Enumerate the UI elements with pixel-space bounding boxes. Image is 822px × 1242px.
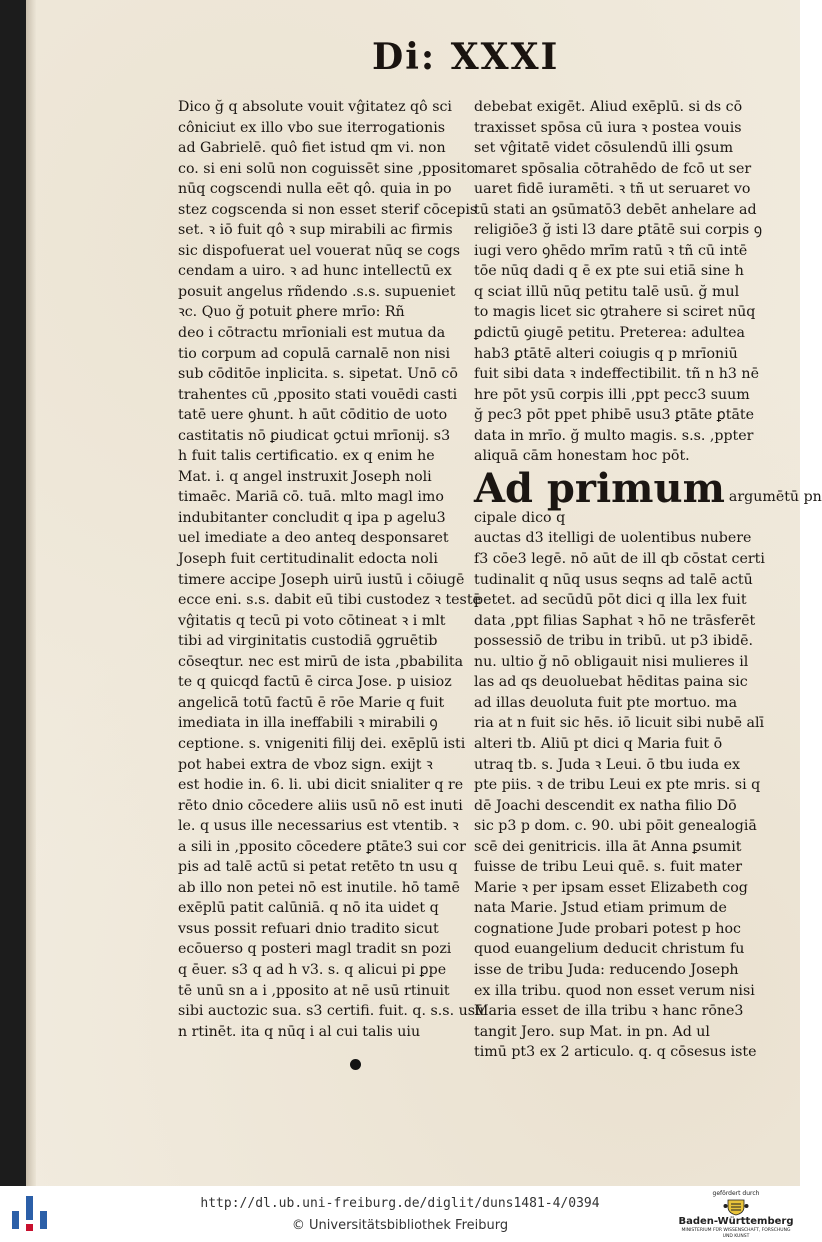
text-line: nata Marie. Jstud etiam primum de	[474, 900, 727, 917]
text-line: f3 cōe3 legē. nō aūt de ill qb cōstat certi	[474, 551, 765, 568]
text-line: ex illa tribu. quod non esset verum nisi	[474, 982, 755, 999]
text-line: to magis licet sic ꝯtrahere si sciret nūq	[474, 304, 756, 321]
text-line: alteri tb. Aliū pt dici q Maria fuit ō	[474, 735, 723, 752]
text-line: stez cogscenda si non esset sterif cōcepis	[178, 201, 478, 218]
text-line: hre pōt ysū corpis illi ,ppt pecc3 suum	[474, 386, 750, 403]
text-line: exēplū patit calūniā. q nō ita uidet q	[178, 900, 439, 917]
text-line: debebat exigēt. Aliud exēplū. si ds cō	[474, 99, 743, 115]
text-line: pis ad talē actū si petat retēto tn usu q	[178, 859, 458, 876]
text-line: ꝛc. Quo ğ potuit ꝑhere mrīo: Rñ	[178, 304, 405, 321]
section-initial-rest: argumētū pn	[728, 489, 822, 506]
text-line: quod euangelium deducit christum fu	[474, 941, 745, 958]
text-line: uaret fidē iuramēti. ꝛ tñ ut seruaret vo	[474, 181, 751, 198]
text-line: q ēuer. s3 q ad h v3. s. q alicui pi ꝑpe	[178, 961, 447, 978]
text-line: data in mrīo. ğ multo magis. s.s. ,ppter	[474, 427, 754, 444]
viewer-footer	[0, 1186, 800, 1242]
text-line: timere accipe Joseph uirū iustū i cōiugē	[178, 571, 465, 588]
text-line: tōe nūq dadi q ē ex pte sui etiā sine h	[474, 263, 744, 280]
text-line: nu. ultio ğ nō obligauit nisi mulieres il	[474, 653, 749, 670]
text-line: q sciat illū nūq petitu talē usū. ğ mul	[474, 283, 740, 300]
right-text-column	[474, 97, 822, 1063]
text-line: hab3 ꝑtātē alteri coiugis q p mrīoniū	[474, 345, 738, 362]
text-line: las ad qs deuoluebat hēditas paina sic	[474, 674, 748, 691]
text-line: petet. ad secūdū pōt dici q illa lex fuit	[474, 592, 747, 609]
text-line: fuit sibi data ꝛ indeffectibilit. tñ n h3 nē	[474, 366, 759, 383]
text-line: ab illo non petei nō est inutile. hō tamē	[178, 879, 460, 896]
text-line: est hodie in. 6. li. ubi dicit snialiter q re	[178, 777, 464, 794]
baden-wuerttemberg-crest-icon	[723, 1198, 749, 1216]
text-line: nūq cogscendi nulla eēt qô. quia in po	[178, 181, 452, 198]
text-line: ecce eni. s.s. dabit eū tibi custodez ꝛ testē	[178, 592, 481, 609]
text-line: posuit angelus rñdendo .s.s. supueniet	[178, 283, 456, 300]
text-line: dē Joachi descendit ex natha filio Dō	[474, 797, 737, 814]
text-line: sic dispofuerat uel vouerat nūq se cogs	[178, 242, 461, 259]
text-line: sub cōditōe inplicita. s. sipetat. Unō cō	[178, 366, 458, 383]
text-line: traxisset spōsa cū iura ꝛ postea vouis	[474, 119, 742, 136]
text-line: castitatis nō ꝑiudicat ꝯctui mrīonij. s3	[178, 427, 451, 444]
text-line: côniciut ex illo vbo sue iterrogationis	[178, 119, 446, 136]
text-line: fuisse de tribu Leui quē. s. fuit mater	[474, 859, 742, 876]
text-line: n rtinēt. ita q nūq i al cui talis uiu	[178, 1023, 421, 1040]
text-line: deo i cōtractu mrīoniali est mutua da	[178, 325, 446, 342]
text-line: utraq tb. s. Juda ꝛ Leui. ō tbu iuda ex	[474, 756, 741, 773]
text-line: cipale dico q	[474, 509, 566, 526]
text-line: tio corpum ad copulā carnalē non nisi	[178, 345, 451, 362]
page-url[interactable]: http://dl.ub.uni-freiburg.de/diglit/duns1481-4/0394	[200, 1196, 600, 1211]
text-line: uel imediate a deo anteq desponsaret	[178, 530, 449, 547]
ink-dot	[350, 1059, 361, 1070]
text-line: Marie ꝛ per ipsam esset Elizabeth cog	[474, 879, 748, 896]
text-line: pte piis. ꝛ de tribu Leui ex pte mris. si q	[474, 777, 761, 794]
page-heading: Di: XXXI	[372, 36, 560, 78]
text-line: Dico ğ q absolute vouit vĝitatez qô sci	[178, 99, 452, 115]
text-line: tudinalit q nūq usus seqns ad talē actū	[474, 571, 753, 588]
text-line: a sili in ,pposito cōcedere ꝑtāte3 sui cor	[178, 838, 466, 855]
text-line: ad Gabrielē. quô fiet istud qm vi. non	[178, 140, 446, 157]
text-line: indubitanter concludit q ipa p agelu3	[178, 509, 446, 526]
text-line: set vĝitatē videt cōsulendū illi ꝯsum	[474, 140, 734, 157]
text-line: le. q usus ille necessarius est vtentib. ꝛ	[178, 818, 459, 835]
page-edge	[26, 0, 36, 1186]
funding-ministry: MINISTERIUM FÜR WISSENSCHAFT, FORSCHUNG UND KUNST	[681, 1228, 791, 1239]
text-line: ria at n fuit sic hēs. iō licuit sibi nubē alī	[474, 715, 765, 732]
copyright-notice: © Universitätsbibliothek Freiburg	[291, 1218, 509, 1233]
text-line: tatē uere ꝯhunt. h aūt cōditio de uoto	[178, 407, 448, 424]
section-initial-line	[474, 464, 822, 512]
text-line: Mat. i. q angel instruxit Joseph noli	[178, 468, 432, 485]
section-initial: Ad primum	[474, 464, 725, 512]
text-line: tibi ad virginitatis custodiā ꝯgruētib	[178, 633, 438, 650]
text-line: Joseph fuit certitudinalit edocta noli	[178, 551, 438, 568]
left-text-column	[178, 97, 485, 1042]
text-line: aliquā cām honestam hoc pōt.	[474, 448, 690, 465]
text-line: sic p3 p dom. c. 90. ubi pōit genealogiā	[474, 818, 757, 835]
text-line: tē unū sn a i ,pposito at nē usū rtinuit	[178, 982, 450, 999]
text-line: sibi auctozic sua. s3 certifi. fuit. q. s.s. usū	[178, 1003, 485, 1020]
text-line: maret spōsalia cōtrahēdo de fcō ut ser	[474, 160, 752, 177]
text-line: cōseqtur. nec est mirū de ista ,pbabilita	[178, 653, 464, 670]
funding-label: gefördert durch	[712, 1190, 760, 1197]
text-line: tangit Jero. sup Mat. in pn. Ad ul	[474, 1023, 710, 1040]
text-line: scē dei genitricis. illa āt Anna ꝑsumit	[474, 838, 742, 855]
text-line: possessiō de tribu in tribū. ut p3 ibidē.	[474, 633, 754, 650]
text-line: set. ꝛ iō fuit qô ꝛ sup mirabili ac firmis	[178, 222, 453, 239]
funding-logo	[676, 1190, 796, 1240]
text-line: te q quicqd factū ē circa Jose. p uisioz	[178, 674, 452, 691]
text-line: ğ pec3 pōt ppet phibē usu3 ꝑtāte ꝑtāte	[474, 407, 755, 424]
text-line: cendam a uiro. ꝛ ad hunc intellectū ex	[178, 263, 452, 280]
text-line: iugi vero ꝯhēdo mrīm ratū ꝛ tñ cū intē	[474, 242, 748, 259]
text-line: vĝitatis q tecū pi voto cōtineat ꝛ i mlt	[178, 612, 446, 629]
text-line: timū pt3 ex 2 articulo. q. q cōsesus iste	[474, 1044, 757, 1061]
text-line: ceptione. s. vnigeniti filij dei. exēplū isti	[178, 735, 466, 752]
text-line: timaēc. Mariā cō. tuā. mlto magl imo	[178, 489, 444, 506]
text-line: h fuit talis certificatio. ex q enim he	[178, 448, 435, 465]
text-line: auctas d3 itelligi de uolentibus nubere	[474, 530, 752, 547]
text-line: tū stati an ꝯsūmatō3 debēt anhelare ad	[474, 201, 757, 218]
text-line: ad illas deuoluta fuit pte mortuo. ma	[474, 694, 738, 711]
text-line: data ,ppt filias Saphat ꝛ hō ne trāsferēt	[474, 612, 756, 629]
text-line: ꝑdictū ꝯiugē petitu. Preterea: adultea	[474, 325, 746, 342]
text-line: religiōe3 ğ isti l3 dare ꝑtātē sui corpis ꝯ	[474, 222, 763, 239]
text-line: isse de tribu Juda: reducendo Joseph	[474, 961, 739, 978]
text-line: angelicā totū factū ē rōe Marie q fuit	[178, 694, 445, 711]
text-line: trahentes cū ,pposito stati vouēdi casti	[178, 386, 458, 403]
text-line: co. si eni solū non coguissēt sine ,pposito	[178, 160, 476, 177]
text-line: ecōuerso q posteri magl tradit sn pozi	[178, 941, 452, 958]
text-line: Maria esset de illa tribu ꝛ hanc rōne3	[474, 1003, 744, 1020]
text-line: pot habei extra de vboz sign. exijt ꝛ	[178, 756, 433, 773]
funding-state: Baden-Württemberg	[678, 1216, 794, 1227]
text-line: vsus possit refuari dnio tradito sicut	[178, 920, 439, 937]
text-line: rēto dnio cōcedere aliis usū nō est inuti	[178, 797, 463, 814]
text-line: cognatione Jude probari potest p hoc	[474, 920, 742, 937]
text-line: imediata in illa ineffabili ꝛ mirabili ꝯ	[178, 715, 438, 732]
